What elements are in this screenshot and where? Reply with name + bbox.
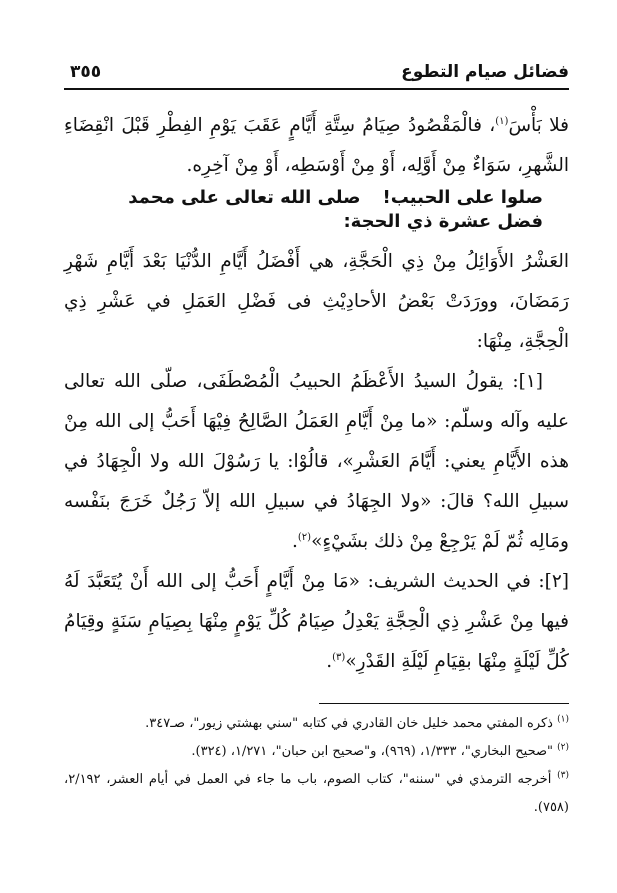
hadith-1-text: [١]: يقولُ السيدُ الأَعْظَمُ الحبيبُ الْمُصْطَفَى، صلّى الله تعالى عليه وآله وسلّم: «ما مِنْ أَيَّامِ العَمَلُ الصَّالِحُ فِيْهَا أَحَبُّ إلى الله مِنْ هذه الأَيَّامِ يعني: أَيَّامَ العَشْرِ»، قالُوْا: يا رَسُوْلَ الله ولا الْجِهَادُ في سبيلِ الله؟ قالَ: «ولا الجِهَادُ في سبيلِ الله إلاّ رَجُلٌ خَرَجَ بنَفْسه ومَالِه ثُمّ لَمْ يَرْجِعْ مِنْ ذلك بشَيْءٍ» — [64, 371, 569, 552]
footnote-1 — [64, 710, 569, 738]
footnote-1-text: ذكره المفتي محمد خليل خان القادري في كتابه "سني بهشتي زيور"، صـ٣٤٧. — [145, 716, 553, 731]
salutation-call: صلوا على الحبيب! — [382, 187, 543, 208]
footnote-ref-3: (٣) — [332, 651, 346, 663]
paragraph-1-start: فلا بَأْسَ — [508, 115, 569, 136]
hadith-2-text: [٢]: في الحديث الشريف: «مَا مِنْ أَيَّامٍ أَحَبُّ إلى الله أَنْ يُتَعَبَّدَ لَهُ فيها مِنْ عَشْرِ ذِي الْحِجَّةِ يَعْدِلُ صِيَامُ كُلِّ يَوْمٍ مِنْهَا بِصِيَامِ سَنَةٍ وقِيَامُ كُلِّ لَيْلَةٍ مِنْهَا بقِيَامِ لَيْلَةِ القَدْرِ» — [64, 571, 569, 672]
section-heading: فضل عشرة ذي الحجة: — [343, 211, 543, 232]
footnote-3 — [64, 766, 569, 822]
paragraph-1-rest: ، فالْمَقْصُودُ صِيَامُ سِتَّةِ أَيَّامٍ عَقَبَ يَوْمِ الفِطْرِ قَبْلَ انْقِضَاءِ الشَّهرِ، سَوَاءٌ مِنْ أَوَّلِه، أَوْ مِنْ أَوْسَطِه، أَوْ مِنْ آخِرِه. — [64, 115, 569, 176]
footnote-2-marker: (٢) — [557, 742, 569, 753]
footnote-ref-2: (٢) — [297, 531, 312, 543]
paragraph-2: العَشْرُ الأَوَائِلُ مِنْ ذِي الْحَجَّةِ، هي أَفْضَلُ أَيَّامِ الدُّنْيَا بَعْدَ أَيَّامِ شَهْرِ رَمَضَانَ، وورَدَتْ بَعْضُ الأحادِيْثِ فى فَضْلِ العَمَلِ في عَشْرِ ذِي الْحِجَّةِ، مِنْهَا: — [64, 251, 569, 352]
paragraph-4 — [64, 562, 569, 682]
hadith-1-end: . — [292, 531, 298, 552]
footnote-ref-1: (١) — [495, 115, 509, 127]
main-text — [64, 106, 569, 682]
hadith-2-end: . — [326, 651, 333, 672]
salutation-response: صلى الله تعالى على محمد — [128, 187, 361, 208]
paragraph-3 — [64, 362, 569, 562]
footnote-1-marker: (١) — [557, 714, 569, 725]
footnote-3-text: أخرجه الترمذي في "سننه"، كتاب الصوم، باب ما جاء في العمل في أيام العشر، ٢/١٩٢، (٧٥٨). — [64, 772, 569, 815]
footnote-2-text: "صحيح البخاري"، ١/٣٣٣، (٩٦٩)، و"صحيح ابن حبان"، ١/٢٧١، (٣٢٤). — [191, 744, 553, 759]
footnote-rule — [319, 703, 569, 704]
header-rule — [64, 88, 569, 90]
running-title: فضائل صيام التطوع — [401, 62, 569, 82]
footnotes — [64, 710, 569, 822]
page-header — [70, 52, 569, 82]
footnote-3-marker: (٣) — [557, 770, 569, 781]
salutation-line — [64, 186, 569, 210]
paragraph-1 — [64, 106, 569, 186]
page-number: ٣٥٥ — [70, 62, 102, 82]
footnote-2 — [64, 738, 569, 766]
